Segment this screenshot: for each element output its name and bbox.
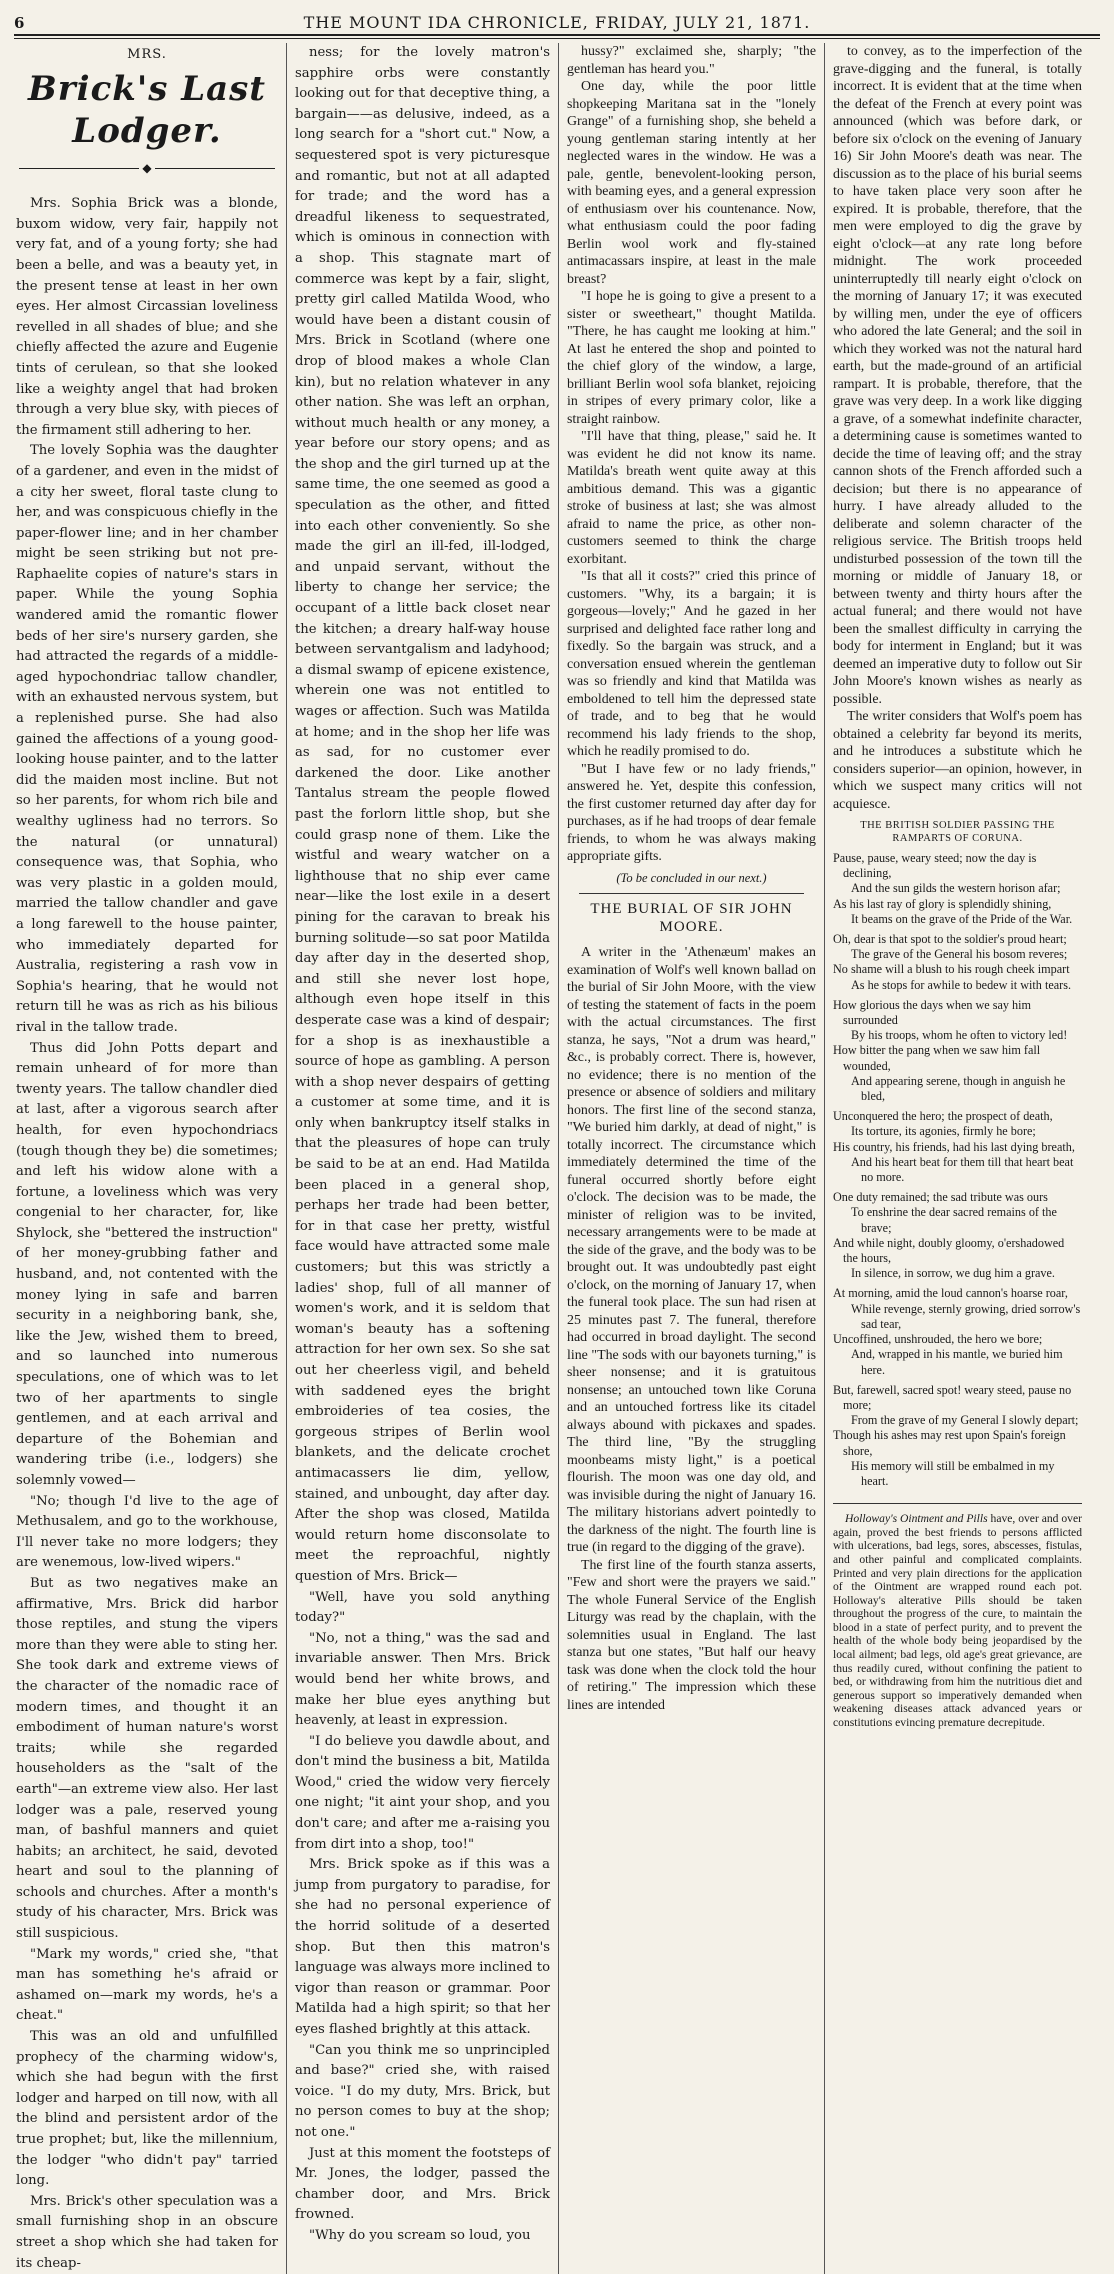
paragraph: A writer in the 'Athenæum' makes an examination of Wolf's well known ballad on the burial of Sir John Moore, with the view of testing the statement of facts in the poem with the actual circumstances. The first stanza, he says, "Not a drum was heard," &c., is probably correct. There is, however, no evidence; there is no mention of the presence or absence of soldiers and military honors. The first line of the second stanza, "We buried him darkly, at dead of night," is totally incorrect. The circumstance which immediately determined the time of the funeral occurred shortly before eight o'clock. The decision was to be made, the minister of religion was to be invited, necessary arrangements were to be made at the side of the grave, and the body was to be brought out. It was undoubtedly past eight o'clock, on the morning of January 17, when the funeral took place. The sun had risen at 25 minutes past 7. The funeral, therefore had occurred in broad daylight. The second line "The sods with our bayonets turning," is sheer nonsense; and it is gratuitous nonsense; an untouched town like Coruna and an untouched fortress like its citadel always abound with pickaxes and spades. The third line, "By the struggling moonbeams misty light," is a poetical flourish. The moon was one day old, and was invisible during the night of January 16. The military historians advert pointedly to the darkness of the night. The fourth line is true (in regard to the digging of the grave). <box>567 945 816 1555</box>
paragraph: "I do believe you dawdle about, and don't mind the business a bit, Matilda Wood," cried the widow very fiercely one night; "it aint your shop, and you don't care; and after me a-raising you from dirt into a shop, too!" <box>295 1733 550 1852</box>
paragraph: "Mark my words," cried she, "that man has something he's afraid or ashamed on—mark my words, he's a cheat." <box>16 1946 278 2024</box>
poem <box>833 851 1082 1489</box>
page-header <box>14 6 1100 32</box>
paragraph: "Is that all it costs?" cried this prince of customers. "Why, its a bargain; it is gorgeous—lovely;" And he gazed in her surprised and delighted face rather long and fixedly. So the bargain was struck, and a conversation ensued wherein the gentleman was so friendly and kind that Matilda was emboldened to tell him the depressed state of trade, and to beg that he would recommend his lady friends to the shop, which he readily promised to do. <box>567 569 816 759</box>
poem-line: As he stops for awhile to bedew it with tears. <box>851 977 1072 992</box>
poem-line: Uncoffined, unshrouded, the hero we bore; <box>833 1332 1043 1347</box>
ad-lead: Holloway's Ointment and Pills <box>845 1512 988 1526</box>
poem-line: One duty remained; the sad tribute was ours <box>833 1190 1048 1205</box>
paragraph: One day, while the poor little shopkeeping Maritana sat in the "lonely Grange" of a furnishing shop, she beheld a young gentleman staring intently at her neglected wares in the window. He was a pale, gentle, benevolent-looking person, with beaming eyes, and a general expression of enthusiasm over his countenance. Now, what enthusiasm could the poor fading Berlin wool work and fly-stained antimacassars inspire, at least in the male breast? <box>567 79 816 287</box>
poem-line: It beams on the grave of the Pride of the War. <box>851 911 1073 926</box>
story-body-col3 <box>567 43 816 866</box>
poem-line: While revenge, sternly growing, dried sorrow's sad tear, <box>851 1301 1081 1331</box>
article-divider <box>579 893 803 894</box>
paragraph: Mrs. Sophia Brick was a blonde, buxom widow, very fair, happily not very fat, and of a young forty; she had been a belle, and was a beauty yet, in the present tense at least in her own eyes. Her almost Circassian loveliness revelled in all shades of blue; and she chiefly affected the azure and Eugenie tints of cerulean, so that she looked like a weighty angel that had broken through a very blue sky, with pieces of the firmament still adhering to her. <box>16 196 278 438</box>
story-kicker: MRS. <box>127 47 167 62</box>
poem-line: Unconquered the hero; the prospect of death, <box>833 1109 1053 1124</box>
paragraph: "Why do you scream so loud, you <box>309 2227 531 2243</box>
poem-line: How glorious the days when we say him surrounded <box>833 997 1032 1028</box>
column-4 <box>824 43 1090 2274</box>
page-number: 6 <box>14 14 25 32</box>
poem-line: The grave of the General his bosom reveres; <box>851 947 1068 962</box>
poem-line: To enshrine the dear sacred remains of the brave; <box>851 1205 1057 1235</box>
paragraph: ness; for the lovely matron's sapphire orbs were constantly looking out for that deceptive thing, a bargain——as delusive, indeed, as a long search for a "short cut." Now, a sequestered spot is very picturesque and romantic, but not at all adapted for trade; and the word has a dreadful likeness to sequestrated, which is ominous in connection with a shop. This stagnate mart of commerce was kept by a fair, slight, pretty girl called Matilda Wood, who would have been a distant cousin of Mrs. Brick in Scotland (where one drop of blood makes a whole Clan kin), but no relation whatever in any other nation. She was left an orphan, without much health or any money, a year before our story opens; and as the shop and the girl turned up at the same time, the one seemed as good a speculation as the other, and fitted into each other conveniently. So she made the girl an ill-fed, ill-lodged, and unpaid servant, without the liberty to change her service; the occupant of a little back closet near the kitchen; a dreary half-way house between servantgalism and ladyhood; a dismal swamp of epicene existence, wherein one was not entitled to wages or affection. Such was Matilda at home; and in the shop her life was as sad, for no customer ever darkened the door. Like another Tantalus stream the people flowed past the forlorn little shop, but she could grasp none of them. Like the wistful and weary watcher on a lighthouse that no ship ever came near—like the lost exile in a desert pining for the caravan to break his burning solitude—so sat poor Matilda day after day in the deserted shop, and still she never lost hope, although even hope itself in this desperate case was a kind of despair; for a shop is as inexhaustible a source of hope as gambling. A person with a shop never despairs of getting a customer at some time, and it is only when bankruptcy itself stalks in that the pleasures of hope can truly be said to be at an end. Had Matilda been placed in a general shop, perhaps her trade had been better, for in that case her pretty, wistful face would have attracted some male customers; but this was strictly a ladies' shop, full of all manner of women's work, and it is seldom that woman's beauty has a softening attraction for her own sex. So she sat out her cheerless vigil, and beheld with saddened eyes the bright embroideries of tea cosies, the gorgeous stripes of Berlin wool blankets, and the delicate crochet antimacassers lie dim, yellow, stained, and unbought, day after day. After the shop was closed, Matilda would return home disconsolate to meet the reproachful, nightly question of Mrs. Brick— <box>295 45 550 1584</box>
poem-line: And appearing serene, though in anguish he bled, <box>851 1073 1066 1104</box>
poem-line: By his troops, whom he often to victory led! <box>851 1028 1068 1043</box>
moore-title: THE BURIAL OF SIR JOHN MOORE. <box>590 901 793 935</box>
poem-line: Oh, dear is that spot to the soldier's proud heart; <box>833 932 1067 947</box>
masthead-title: THE MOUNT IDA CHRONICLE, FRIDAY, JULY 21, 1871. <box>303 13 811 32</box>
story-title: Brick's Last Lodger. <box>28 68 266 151</box>
paragraph: Mrs. Brick spoke as if this was a jump from purgatory to paradise, for she had no personal experience of the horrid solitude of a deserted shop. But then this matron's language was always more inclined to vigor than reason or grammar. Poor Matilda had a high spirit; so that her eyes flashed brightly at this attack. <box>295 1857 551 2037</box>
poem-line: From the grave of my General I slowly depart; <box>851 1413 1079 1428</box>
paragraph: "I hope he is going to give a present to a sister or sweetheart," thought Matilda. "There, he has caught me looking at him." At last he entered the shop and pointed to the chief glory of the window, a large, brilliant Berlin wool sofa blanket, rejoicing in stripes of every primary color, like a straight rainbow. <box>567 289 816 427</box>
poem-line: In silence, in sorrow, we dug him a grave. <box>851 1266 1055 1281</box>
paragraph: "No, not a thing," was the sad and invariable answer. Then Mrs. Brick would bend her white brows, and make her blue eyes anything but heavenly, at least in expression. <box>295 1630 550 1729</box>
paragraph: This was an old and unfulfilled prophecy of the charming widow's, which she had begun with the first lodger and harped on till now, with all the blind and persistent ardor of the true prophet; but, like the millennium, the lodger "who didn't pay" tarried long. <box>16 2029 278 2189</box>
header-rule <box>14 34 1100 39</box>
poem-line: And, wrapped in his mantle, we buried him here. <box>851 1347 1063 1377</box>
column-2 <box>286 43 558 2274</box>
paragraph: hussy?" exclaimed she, sharply; "the gentleman has heard you." <box>567 44 816 77</box>
ad-text: have, over and over again, proved the best friends to persons afflicted with ulcerations, bad legs, sores, abscesses, fistulas, and other painful and complicated complaints. Printed and very plain directions for the application of the Ointment are wrapped round each pot. Holloway's alterative Pills should be taken throughout the progress of the cure, to maintain the blood in a state of perfect purity, and to prevent the health of the whole body being jeopardised by the local ailment; bad legs, old age's great grievance, are thus readily cured, without confining the patient to bed, or withdrawing from him the nutritious diet and generous support so imperatively demanded when weakening diseases attack advanced years or constitutions evincing premature decrepitude. <box>833 1512 1082 1730</box>
paragraph: Just at this moment the footsteps of Mr. Jones, the lodger, passed the chamber door, and Mrs. Brick frowned. <box>295 2145 550 2223</box>
column-3 <box>558 43 824 2274</box>
ad-divider <box>833 1503 1082 1504</box>
paragraph: The lovely Sophia was the daughter of a gardener, and even in the midst of a city her sweet, floral taste clung to her, and was conspicuous chiefly in the paper-flower line; and in her chamber might be seen striking but not pre-Raphaelite copies of nature's stars in paper. While the young Sophia wandered amid the romantic flower beds of her sire's nursery garden, she had attracted the regards of a middle-aged hypochondriac tallow chandler, with an exhausted nervous system, but a replenished purse. She had also gained the affections of a young good-looking house painter, and to the latter did the maiden most incline. But not so her parents, for whom rich bile and wealthy ugliness had no terrors. So the natural (or unnatural) consequence was, that Sophia, who was very plastic in a golden mould, married the tallow chandler and gave a long farewell to the house painter, who immediately departed for Australia, registering a rash vow in Sophia's hearing, that he would not return till he was as rich as his bilious rival in the tallow trade. <box>16 443 278 1035</box>
columns <box>14 43 1100 2271</box>
paragraph: But as two negatives make an affirmative, Mrs. Brick did harbor those reptiles, and stung the vipers more than they were able to sting her. She took dark and extreme views of the character of the nomadic race of modern times, and thought it an embodiment of human nature's worst traits; while she regarded householders as the "salt of the earth"—an extreme view also. Her last lodger was a pale, reserved young man, of bashful manners and quiet habits; an architect, he said, devoted heart and soul to the planning of schools and churches. After a month's study of his character, Mrs. Brick was still suspicious. <box>16 1575 278 1942</box>
ornament-divider: ◆ <box>16 158 278 179</box>
to-be-concluded: (To be concluded in our next.) <box>616 870 767 885</box>
poem-line: Though his ashes may rest upon Spain's foreign shore, <box>833 1428 1066 1458</box>
column-1 <box>14 43 286 2274</box>
poem-line: How bitter the pang when we saw him fall wounded, <box>833 1043 1041 1073</box>
story-body-col1 <box>16 194 278 2274</box>
paragraph: to convey, as to the imperfection of the grave-digging and the funeral, is totally incorrect. It is evident that at the time when the defeat of the French at every point was announced (which was before dark, or before six o'clock on the evening of January 16) Sir John Moore's death was near. The discussion as to the place of his burial seems to have taken place very soon after he expired. It is probable, therefore, that the men were employed to dig the grave by eight o'clock—at any rate long before midnight. The work proceeded uninterruptedly till nearly eight o'clock on the morning of January 17; it was executed by willing men, under the eye of officers who adored the late General; and the soil in which they worked was not the natural hard earth, but the made-ground of an artificial rampart. It is probable, therefore, that the grave was very deep. In a work like digging a grave, of a somewhat indefinite character, a determining cause is sometimes wanted to decide the time of leaving off; and the stray cannon shots of the French afforded such a decision; but there is no appearance of hurry. I have already alluded to the deliberate and solemn character of the religious service. The British troops held undisturbed possession of the town till the morning or middle of January 18, or between twenty and thirty hours after the actual funeral; and there would not have been the smallest difficulty in carrying the body for interment in England; but it was deemed an imperative duty to follow out Sir John Moore's known wishes as nearly as possible. <box>833 44 1082 707</box>
poem-line: No shame will a blush to his rough cheek impart <box>833 962 1070 977</box>
poem-line: Its torture, its agonies, firmly he bore; <box>851 1124 1036 1139</box>
moore-body-col4 <box>833 43 1082 813</box>
story-body-col2 <box>295 43 550 2247</box>
paragraph: "No; though I'd live to the age of Methusalem, and go to the workhouse, I'll never take no more lodgers; they are wenemous, low-lived wipers." <box>16 1493 278 1571</box>
holloway-ad <box>833 1512 1082 1730</box>
paragraph: "Can you think me so unprincipled and base?" cried she, with raised voice. "I do my duty, Mrs. Brick, but no person comes to buy at the shop; not one." <box>295 2042 550 2140</box>
paragraph: The first line of the fourth stanza asserts, "Few and short were the prayers we said." The whole Funeral Service of the English Liturgy was read by the chaplain, with the solemnities usual in England. The last stanza but one states, "But half our heavy task was done when the clock told the hour of retiring." The impression which these lines are intended <box>567 1557 816 1713</box>
paragraph: "Well, have you sold anything today?" <box>295 1589 550 1626</box>
moore-body-col3 <box>567 944 816 1714</box>
paragraph: "I'll have that thing, please," said he. It was evident he did not know its name. Matilda's breath went quite away at this ambitious demand. This was a gigantic stroke of business at last; she was almost afraid to name the price, as other non-customers seemed to think the charge exorbitant. <box>567 429 816 567</box>
poem-line: And while night, doubly gloomy, o'ershadowed the hours, <box>833 1235 1065 1266</box>
paragraph: Mrs. Brick's other speculation was a small furnishing shop in an obscure street a shop which she had taken for its cheap- <box>16 2193 278 2271</box>
poem-line: And the sun gilds the western horison afar; <box>851 881 1061 896</box>
paragraph: "But I have few or no lady friends," answered he. Yet, despite this confession, the first customer returned day after day for purchases, as if he had troops of dear female friends, to whom he was always making appropriate gifts. <box>567 761 816 864</box>
poem-line: And his heart beat for them till that heart beat no more. <box>851 1154 1074 1185</box>
poem-line: His memory will still be embalmed in my heart. <box>851 1458 1055 1488</box>
poem-line: Pause, pause, weary steed; now the day is declining, <box>833 851 1037 881</box>
poem-line: As his last ray of glory is splendidly shining, <box>833 896 1052 911</box>
poem-title: THE BRITISH SOLDIER PASSING THE RAMPARTS OF CORUNA. <box>860 820 1055 844</box>
poem-line: At morning, amid the loud cannon's hoarse roar, <box>833 1286 1068 1301</box>
paragraph: The writer considers that Wolf's poem has obtained a celebrity far beyond its merits, and he introduces a substitute which he considers superior—an opinion, however, in which we suspect many critics will not acquiesce. <box>833 709 1082 812</box>
paragraph: Thus did John Potts depart and remain unheard of for more than twenty years. The tallow chandler died at last, after a vigorous search after health, for even hypochondriacs (tough though they be) die sometimes; and left his widow alone with a fortune, a loveliness which was very congenial to her character, for, like Shylock, she "bettered the instruction" of her money-grubbing father and husband, and, not contented with the money lying in safe and barren security in a neighboring bank, she, like the Jew, wished them to breed, and so launched into numerous speculations, one of which was to let two of her apartments to single gentlemen, and at each arrival and departure of the Bohemian and wandering tribe (i.e., lodgers) she solemnly vowed— <box>16 1040 278 1488</box>
poem-line: But, farewell, sacred spot! weary steed, pause no more; <box>833 1382 1072 1412</box>
poem-line: His country, his friends, had his last dying breath, <box>833 1139 1075 1154</box>
